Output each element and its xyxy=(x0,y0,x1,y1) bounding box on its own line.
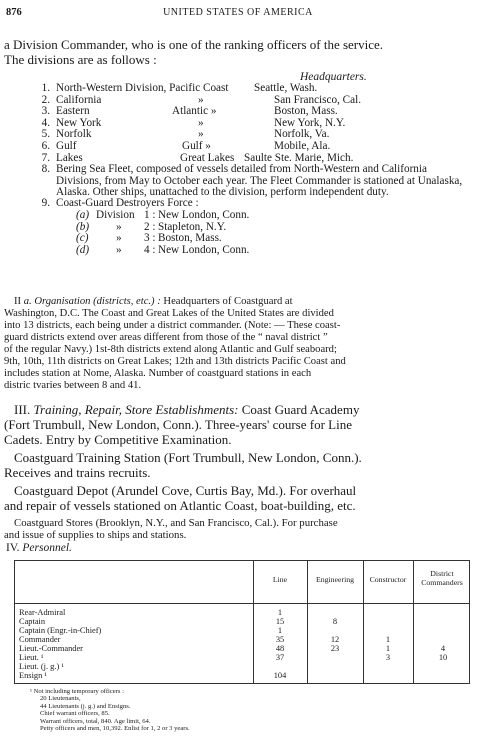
row-label: Captain (Engr.-in-Chief) xyxy=(19,626,102,635)
table-header-rule xyxy=(15,603,469,604)
table-cell: 8 xyxy=(332,617,338,626)
table-cell: 35 xyxy=(275,635,285,644)
destroyer-division-b: (b) » 2 : Stapleton, N.Y. xyxy=(76,220,227,233)
intro-line-1: a Division Commander, who is one of the ranking officers of the service. xyxy=(4,37,384,52)
table-cell: 48 xyxy=(275,644,285,653)
table-cell: 1 xyxy=(277,626,283,635)
footnote-line: 20 Lieutenants, xyxy=(40,695,81,703)
section-ii-line-6: 9th, 10th, 11th districts on Great Lakes; 12th and 13th districts Pacific Coast and xyxy=(4,356,346,367)
footnote-line: 44 Lieutenants (j. g.) and Ensigns. xyxy=(40,702,131,710)
section-ii-line-3: into 13 districts, each being under a district commander. (Note: — These coast- xyxy=(4,320,341,331)
headquarters-heading: Headquarters. xyxy=(300,71,367,83)
section-ii-line-7: includes station at Nome, Alaska. Number of coastguard stations in each xyxy=(4,368,312,379)
destroyer-division-c: (c) » 3 : Boston, Mass. xyxy=(76,232,222,245)
column-header-district-commanders: District Commanders xyxy=(421,569,463,587)
section-ii-line-8: distric tvaries between 8 and 41. xyxy=(4,380,142,391)
table-cell: 1 xyxy=(277,608,283,617)
division-list xyxy=(32,83,466,256)
section-iii-line-5: Receives and trains recruits. xyxy=(4,465,151,480)
row-label: Commander xyxy=(19,635,61,644)
footnote-line: Chief warrant officers, 85. xyxy=(40,710,110,718)
running-header xyxy=(6,7,470,21)
column-header-engineering: Engineering xyxy=(315,575,355,584)
table-col-rule xyxy=(413,561,414,683)
table-cell: 104 xyxy=(273,671,287,680)
division-item-9: 9. Coast-Guard Destroyers Force : xyxy=(41,197,199,210)
division-item-1: 1. North-Western Division, Pacific Coast Seattle, Wash. xyxy=(41,82,318,94)
table-cell: 23 xyxy=(330,644,340,653)
section-iv-heading-line xyxy=(6,542,72,554)
section-ii-line-4: guard districts extend over areas different from those of the “ naval district ” xyxy=(4,332,328,343)
running-title: UNITED STATES OF AMERICA xyxy=(163,7,313,18)
destroyer-division-d: (d) » 4 : New London, Conn. xyxy=(76,243,250,256)
table-cell: 4 xyxy=(440,644,446,653)
section-iii-line-7: and repair of vessels stationed on Atlantic Coast, boat-building, etc. xyxy=(4,498,356,513)
section-iii-line-4: Coastguard Training Station (Fort Trumbull, New London, Conn.). xyxy=(14,450,362,465)
table-cell: 1 xyxy=(385,635,391,644)
division-item-2: 2. California » San Francisco, Cal. xyxy=(41,93,361,106)
row-label: Lieut.-Commander xyxy=(19,644,83,653)
section-iii-line-6: Coastguard Depot (Arundel Cove, Curtis Bay, Md.). For overhaul xyxy=(14,483,357,498)
table-cell: 3 xyxy=(385,653,391,662)
section-iii-line-9: and issue of supplies to ships and stations. xyxy=(4,529,187,541)
row-label: Lieut. (j. g.) ¹ xyxy=(19,662,64,671)
column-header-constructor: Constructor xyxy=(369,575,407,584)
footnotes xyxy=(30,688,190,733)
section-iii-line-2: (Fort Trumbull, New London, Conn.). Three-years' course for Line xyxy=(4,417,352,432)
division-item-3: 3. Eastern Atlantic » Boston, Mass. xyxy=(41,105,338,118)
section-iii-line-1: III. Training, Repair, Store Establishments: Coast Guard Academy xyxy=(14,402,360,417)
section-ii-marker: a. xyxy=(23,296,32,307)
column-header-line: Line xyxy=(272,575,288,584)
section-iii-heading: Training, Repair, Store Establishments: xyxy=(33,402,239,417)
row-label: Lieut. ¹ xyxy=(19,653,44,662)
division-item-7: 7. Lakes Great Lakes Saulte Ste. Marie, Mich. xyxy=(41,151,354,164)
section-ii-line-1: II a. Organisation (districts, etc.) : Headquarters of Coastguard at xyxy=(14,296,293,307)
division-item-6: 6. Gulf Gulf » Mobile, Ala. xyxy=(41,139,331,152)
row-label: Rear-Admiral xyxy=(19,608,66,617)
table-cell: 1 xyxy=(385,644,391,653)
table-cell: 37 xyxy=(275,653,285,662)
table-cell: 10 xyxy=(438,653,448,662)
footnote-line: Warrant officers, total, 840. Age limit, 64. xyxy=(40,717,151,725)
section-iii-numeral: III. xyxy=(14,402,31,417)
intro-line-2: The divisions are as follows : xyxy=(4,52,157,67)
section-iv-heading: Personnel. xyxy=(22,542,72,554)
section-iii-line-8: Coastguard Stores (Brooklyn, N.Y., and San Francisco, Cal.). For purchase xyxy=(14,517,338,529)
division-item-5: 5. Norfolk » Norfolk, Va. xyxy=(41,128,330,141)
division-item-4: 4. New York » New York, N.Y. xyxy=(41,116,346,129)
row-label: Captain xyxy=(19,617,46,626)
page-number: 876 xyxy=(6,7,22,18)
section-ii-line-5: of the regular Navy.) 1st-8th districts extend along Atlantic and Gulf seaboard; xyxy=(4,344,337,355)
division-item-8: 8. Bering Sea Fleet, composed of vessels detailed from North-Western and California Divisions, from May to October each year. The Fleet Commander is stationed at Unalaska, Alaska. Other ships, unattached to the division, perform independent duty. xyxy=(41,163,463,198)
personnel-table xyxy=(14,560,470,684)
section-ii-heading: Organisation (districts, etc.) : xyxy=(34,296,161,307)
section-iv-numeral: IV. xyxy=(6,542,20,554)
footnote-line: Petty officers and men, 10,392. Enlist for 1, 2 or 3 years. xyxy=(40,725,190,733)
destroyer-division-a: (a) Division 1 : New London, Conn. xyxy=(76,208,250,221)
section-ii-line-2: Washington, D.C. The Coast and Great Lakes of the United States are divided xyxy=(4,308,334,319)
section-iii-line-3: Cadets. Entry by Competitive Examination. xyxy=(4,432,232,447)
footnote-line: ¹ Not including temporary officers : xyxy=(30,688,124,695)
section-ii-numeral: II xyxy=(14,296,22,307)
row-label: Ensign ¹ xyxy=(19,671,47,680)
table-cell: 12 xyxy=(330,635,340,644)
table-cell: 15 xyxy=(275,617,285,626)
